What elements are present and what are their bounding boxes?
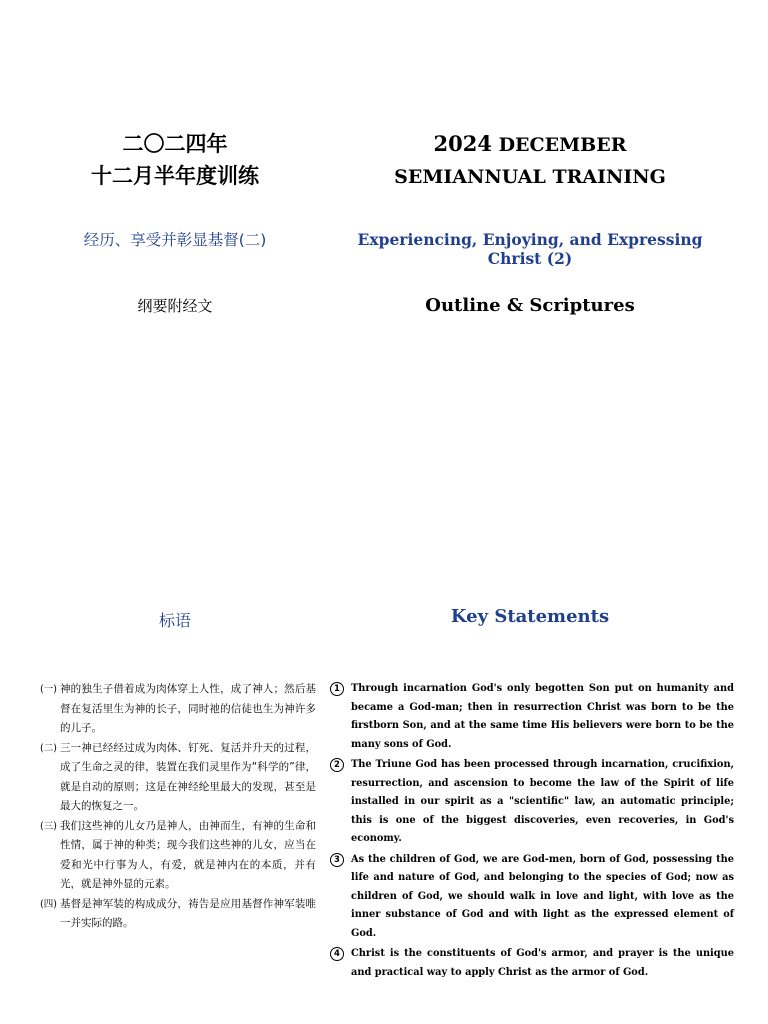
en-year-line (380, 128, 680, 161)
en-training: SEMIANNUAL TRAINING (394, 166, 666, 188)
zh-key-item-3 (40, 817, 316, 895)
circled-number-icon: 1 (330, 682, 344, 696)
zh-key-heading: 标语 (158, 611, 191, 630)
en-key-text: Through incarnation God's only begotten Son put on humanity and became a God-man; then in resurrection Christ was born to be the firstborn Son, and at the same time His believers were born to be the many sons of God. (351, 683, 734, 750)
en-key-item-1 (330, 680, 734, 754)
zh-key-item-1 (40, 680, 316, 739)
circled-number-icon: 3 (330, 853, 344, 867)
zh-key-text: 我们这些神的儿女乃是神人，由神而生，有神的生命和性情，属于神的种类；现今我们这些神的儿女，应当在爱和光中行事为人，有爱，就是神内在的本质，并有光，就是神外显的元素。 (60, 819, 316, 890)
en-key-item-2 (330, 756, 734, 849)
en-year-month: DECEMBER (498, 134, 627, 156)
zh-outline-label: 纲要附经文 (137, 297, 213, 315)
zh-key-item-2 (40, 739, 316, 817)
en-key-list (330, 680, 734, 984)
zh-year: 二〇二四年 (122, 132, 228, 156)
en-key-text: The Triune God has been processed through incarnation, crucifixion, resurrection, and ascension to become the law of the Spirit of life installed in our spirit as a "scientific" law, an automatic principle; this is one of the biggest discoveries, even recoveries, in God's economy. (351, 759, 734, 844)
en-key-item-3 (330, 851, 734, 944)
en-subtitle: Experiencing, Enjoying, and Expressing Christ (2) (357, 230, 703, 268)
zh-key-text: 基督是神军装的构成成分，祷告是应用基督作神军装唯一并实际的路。 (60, 897, 316, 929)
zh-key-item-4 (40, 895, 316, 934)
zh-key-number: (一) (40, 684, 57, 695)
circled-number-icon: 4 (330, 947, 344, 961)
zh-key-text: 三一神已经经过成为肉体、钉死、复活并升天的过程，成了生命之灵的律，装置在我们灵里作为“科学的”律，就是自动的原则；这是在神经纶里最大的发现，甚至是最大的恢复之一。 (60, 741, 316, 812)
en-outline-label: Outline & Scriptures (425, 295, 635, 316)
zh-key-number: (三) (40, 820, 57, 832)
circled-number-icon: 2 (330, 758, 344, 772)
en-title (380, 128, 680, 193)
zh-key-number: (二) (40, 742, 57, 754)
en-year-number: 2024 (433, 131, 492, 156)
en-key-text: As the children of God, we are God-men, born of God, possessing the life and nature of God, and belonging to the species of God; now as children of God, we should walk in love and light, with love as the inner substance of God and with light as the expressed element of God. (351, 853, 734, 939)
zh-title (60, 128, 290, 192)
en-key-text: Christ is the constituents of God's armor, and prayer is the unique and practical way to apply Christ as the armor of God. (351, 948, 734, 978)
zh-subtitle: 经历、享受并彰显基督(二) (83, 231, 267, 249)
en-key-item-4 (330, 945, 734, 982)
zh-key-number: (四) (40, 898, 57, 910)
zh-key-text: 神的独生子借着成为肉体穿上人性，成了神人；然后基督在复活里生为神的长子，同时祂的信徒也生为神许多的儿子。 (60, 683, 316, 734)
zh-training: 十二月半年度训练 (91, 164, 259, 188)
en-key-heading: Key Statements (450, 606, 610, 627)
zh-key-list (40, 680, 316, 934)
